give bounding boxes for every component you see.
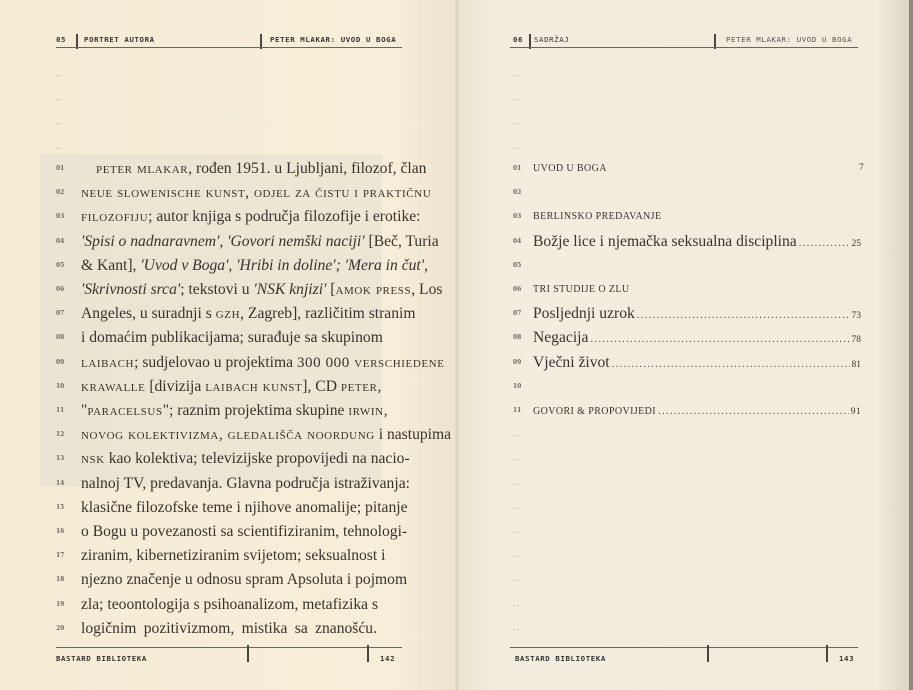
text-segment: 300 000 verschiedene	[296, 354, 445, 371]
line-number: 08	[56, 334, 65, 342]
left-page-number: 142	[380, 654, 396, 663]
toc-line-number: 08	[513, 334, 522, 342]
toc-entry[interactable]	[533, 233, 861, 251]
body-line	[81, 498, 408, 517]
body-line	[81, 596, 377, 614]
toc-entry[interactable]	[533, 354, 861, 372]
placeholder-mark: ..	[513, 551, 520, 560]
left-section-title: PORTRET AUTORA	[84, 35, 155, 44]
line-number: 04	[56, 237, 65, 245]
text-segment: peter mlakar	[96, 161, 189, 177]
text-segment: ], CD	[302, 377, 341, 395]
left-section-number: 05	[56, 35, 67, 44]
left-running-title: PETER MLAKAR: UVOD U BOGA	[270, 35, 397, 44]
toc-page-number: 91	[850, 407, 861, 417]
text-segment: peter,	[340, 378, 382, 395]
body-line	[81, 329, 383, 347]
text-segment: i nastupima	[374, 426, 452, 444]
text-segment: njezno značenje u odnosu spram Apsoluta i pojmom	[81, 571, 408, 589]
text-segment: zla; teoontologija s psihoanalizom, metafizika s	[81, 595, 379, 613]
toc-page-number: 7	[859, 163, 865, 173]
body-line	[81, 281, 443, 299]
placeholder-mark: ..	[513, 94, 520, 103]
body-line	[81, 547, 386, 565]
placeholder-mark: ..	[513, 70, 520, 78]
placeholder-mark: ..	[56, 70, 63, 78]
text-segment: novog kolektivizma, gledališča noordung	[81, 427, 375, 444]
toc-entry-label[interactable]: GOVORI & PROPOVIJEDI	[533, 406, 657, 417]
placeholder-mark: ..	[56, 94, 63, 103]
placeholder-mark: ..	[513, 575, 520, 584]
body-line	[81, 208, 421, 226]
body-line	[81, 232, 439, 251]
body-line	[96, 160, 427, 178]
text-segment: "	[81, 402, 88, 419]
toc-entry[interactable]	[533, 305, 861, 323]
toc-entry-label[interactable]: Božje lice i njemačka seksualna disciplina	[533, 232, 797, 250]
placeholder-mark: ..	[56, 142, 63, 151]
text-segment: nsk	[81, 451, 105, 468]
dot-leader	[799, 237, 850, 249]
text-segment: laibach kunst	[205, 378, 303, 395]
text-segment: ; tekstovi u	[180, 281, 254, 298]
text-segment: [Beč, Turia	[364, 232, 439, 250]
body-line	[81, 426, 452, 444]
text-segment: neue slowenische kunst, odjel za čistu i praktičnu	[81, 185, 432, 202]
toc-page-number: 25	[851, 238, 861, 249]
left-footer-series: BASTARD BIBLIOTEKA	[56, 654, 147, 663]
text-segment: Angeles, u suradnji s	[81, 305, 216, 323]
text-segment: 'Spisi o nadnaravnem', 'Govori nemški naciji'	[81, 232, 365, 250]
toc-line-number: 11	[513, 407, 522, 414]
toc-line-number: 09	[513, 358, 522, 366]
toc-line-number: 06	[513, 286, 522, 293]
text-segment: kao kolektiva; televizijske propovijedi na nacio-	[104, 450, 410, 468]
right-page-number: 143	[839, 654, 855, 663]
placeholder-mark: ..	[513, 454, 520, 463]
placeholder-mark: ..	[513, 502, 520, 511]
text-segment: & Kant],	[81, 256, 141, 274]
footer-divider	[707, 645, 709, 662]
toc-line-number: 02	[513, 189, 522, 197]
toc-entry-label[interactable]: Negacija	[533, 329, 589, 347]
toc-line-number: 03	[513, 213, 522, 221]
text-segment: , Los	[411, 281, 443, 298]
placeholder-mark: ..	[513, 142, 520, 151]
text-segment: i domaćim publikacijama; surađuje sa skupinom	[81, 329, 383, 347]
toc-entry-label[interactable]: Posljednji uzrok	[533, 305, 635, 323]
dot-leader	[590, 333, 849, 345]
body-line	[81, 353, 445, 372]
placeholder-mark: ..	[513, 478, 520, 487]
line-number: 20	[56, 624, 65, 632]
placeholder-mark: ..	[513, 623, 520, 632]
dot-leader	[637, 309, 850, 321]
body-line	[81, 450, 410, 468]
toc-line-number: 04	[513, 237, 522, 245]
text-segment: laibach	[81, 354, 135, 371]
placeholder-mark: ..	[513, 430, 520, 439]
body-line	[81, 620, 377, 638]
line-number: 14	[56, 479, 65, 487]
text-segment: nalnoj TV, predavanja. Glavna područja istraživanja:	[81, 474, 410, 492]
text-segment: [	[326, 281, 336, 298]
placeholder-mark: ..	[513, 118, 520, 127]
text-segment: 'Skrivnosti srca'	[81, 281, 181, 298]
footer-divider	[826, 645, 828, 662]
text-segment: ; sudjelovao u projektima	[134, 353, 297, 371]
line-number: 15	[56, 503, 65, 511]
line-number: 10	[56, 382, 65, 390]
body-line	[81, 571, 408, 589]
line-number: 05	[56, 261, 65, 269]
text-segment: ziranim, kibernetiziranim svijetom; seksualnost i	[81, 547, 386, 565]
text-segment: , rođen 1951. u Ljubljani, filozof, član	[188, 160, 427, 177]
footer-rule	[510, 647, 858, 648]
toc-line-number: 07	[513, 310, 522, 318]
toc-entry-label[interactable]: Vječni život	[533, 353, 610, 371]
text-segment: [divizija	[145, 377, 206, 395]
text-segment: "; raznim projektima skupine	[162, 402, 349, 419]
placeholder-mark: ..	[513, 599, 520, 608]
toc-line-number: 10	[513, 382, 522, 390]
toc-section-title: BERLINSKO PREDAVANJE	[533, 211, 662, 223]
toc-page-number: 81	[851, 359, 861, 370]
text-segment: krawalle	[81, 378, 146, 395]
line-number: 11	[56, 407, 65, 414]
line-number: 16	[56, 528, 65, 535]
text-segment: paracelsus	[87, 403, 163, 419]
dot-leader	[658, 405, 849, 417]
right-running-title: PETER MLAKAR: UVOD U BOGA	[726, 35, 853, 44]
text-segment: klasične filozofske teme i njihove anomalije; pitanje	[81, 498, 408, 516]
body-line	[81, 184, 432, 202]
line-number: 18	[56, 576, 65, 584]
right-footer-series: BASTARD BIBLIOTEKA	[515, 654, 606, 663]
toc-section-title: TRI STUDIJE O ZLU	[533, 284, 630, 295]
text-segment: o Bogu u povezanosti sa scientifiziranim, tehnologi-	[81, 523, 408, 540]
toc-entry[interactable]	[533, 405, 861, 417]
right-section-title: SADRŽAJ	[534, 35, 570, 44]
line-number: 07	[56, 310, 65, 318]
line-number: 01	[56, 165, 65, 172]
toc-page-number: 73	[851, 311, 861, 322]
line-number: 12	[56, 431, 65, 439]
footer-rule	[56, 647, 402, 648]
body-line	[81, 256, 428, 275]
line-number: 06	[56, 286, 65, 293]
text-segment: ; autor knjiga s područja filozofije i erotike:	[148, 208, 421, 226]
placeholder-mark: ..	[513, 527, 520, 535]
text-segment: gzh	[215, 306, 241, 323]
text-segment: 'Uvod v Boga', 'Hribi in doline'; 'Mera in čut',	[140, 256, 428, 274]
text-segment: filozofiju	[81, 209, 149, 226]
line-number: 13	[56, 455, 65, 463]
toc-line-number: 01	[513, 165, 522, 172]
line-number: 19	[56, 600, 65, 608]
line-number: 09	[56, 358, 65, 366]
line-number: 17	[56, 552, 65, 560]
line-number: 03	[56, 213, 65, 221]
page-edge	[909, 0, 913, 690]
toc-section-title: UVOD U BOGA	[533, 163, 607, 174]
footer-divider	[247, 645, 249, 662]
toc-page-number: 78	[851, 335, 861, 346]
text-segment: , Zagreb], različitim stranim	[240, 305, 416, 323]
header-rule	[56, 47, 402, 48]
dot-leader	[612, 358, 850, 370]
placeholder-mark: ..	[56, 118, 63, 127]
body-line	[81, 474, 410, 493]
toc-line-number: 05	[513, 261, 522, 269]
footer-divider	[367, 645, 369, 662]
line-number: 02	[56, 189, 65, 197]
body-line	[81, 523, 408, 541]
toc-entry[interactable]	[533, 329, 861, 347]
header-rule	[510, 47, 858, 48]
text-segment: irwin,	[348, 403, 389, 419]
text-segment: amok press	[335, 282, 412, 298]
body-line	[81, 305, 416, 323]
body-line	[81, 377, 382, 396]
text-segment: 'NSK knjizi'	[253, 281, 327, 298]
body-line	[81, 402, 389, 420]
right-section-number: 06	[513, 35, 524, 44]
text-segment: logičnim pozitivizmom, mistika sa znanošću.	[81, 619, 377, 637]
